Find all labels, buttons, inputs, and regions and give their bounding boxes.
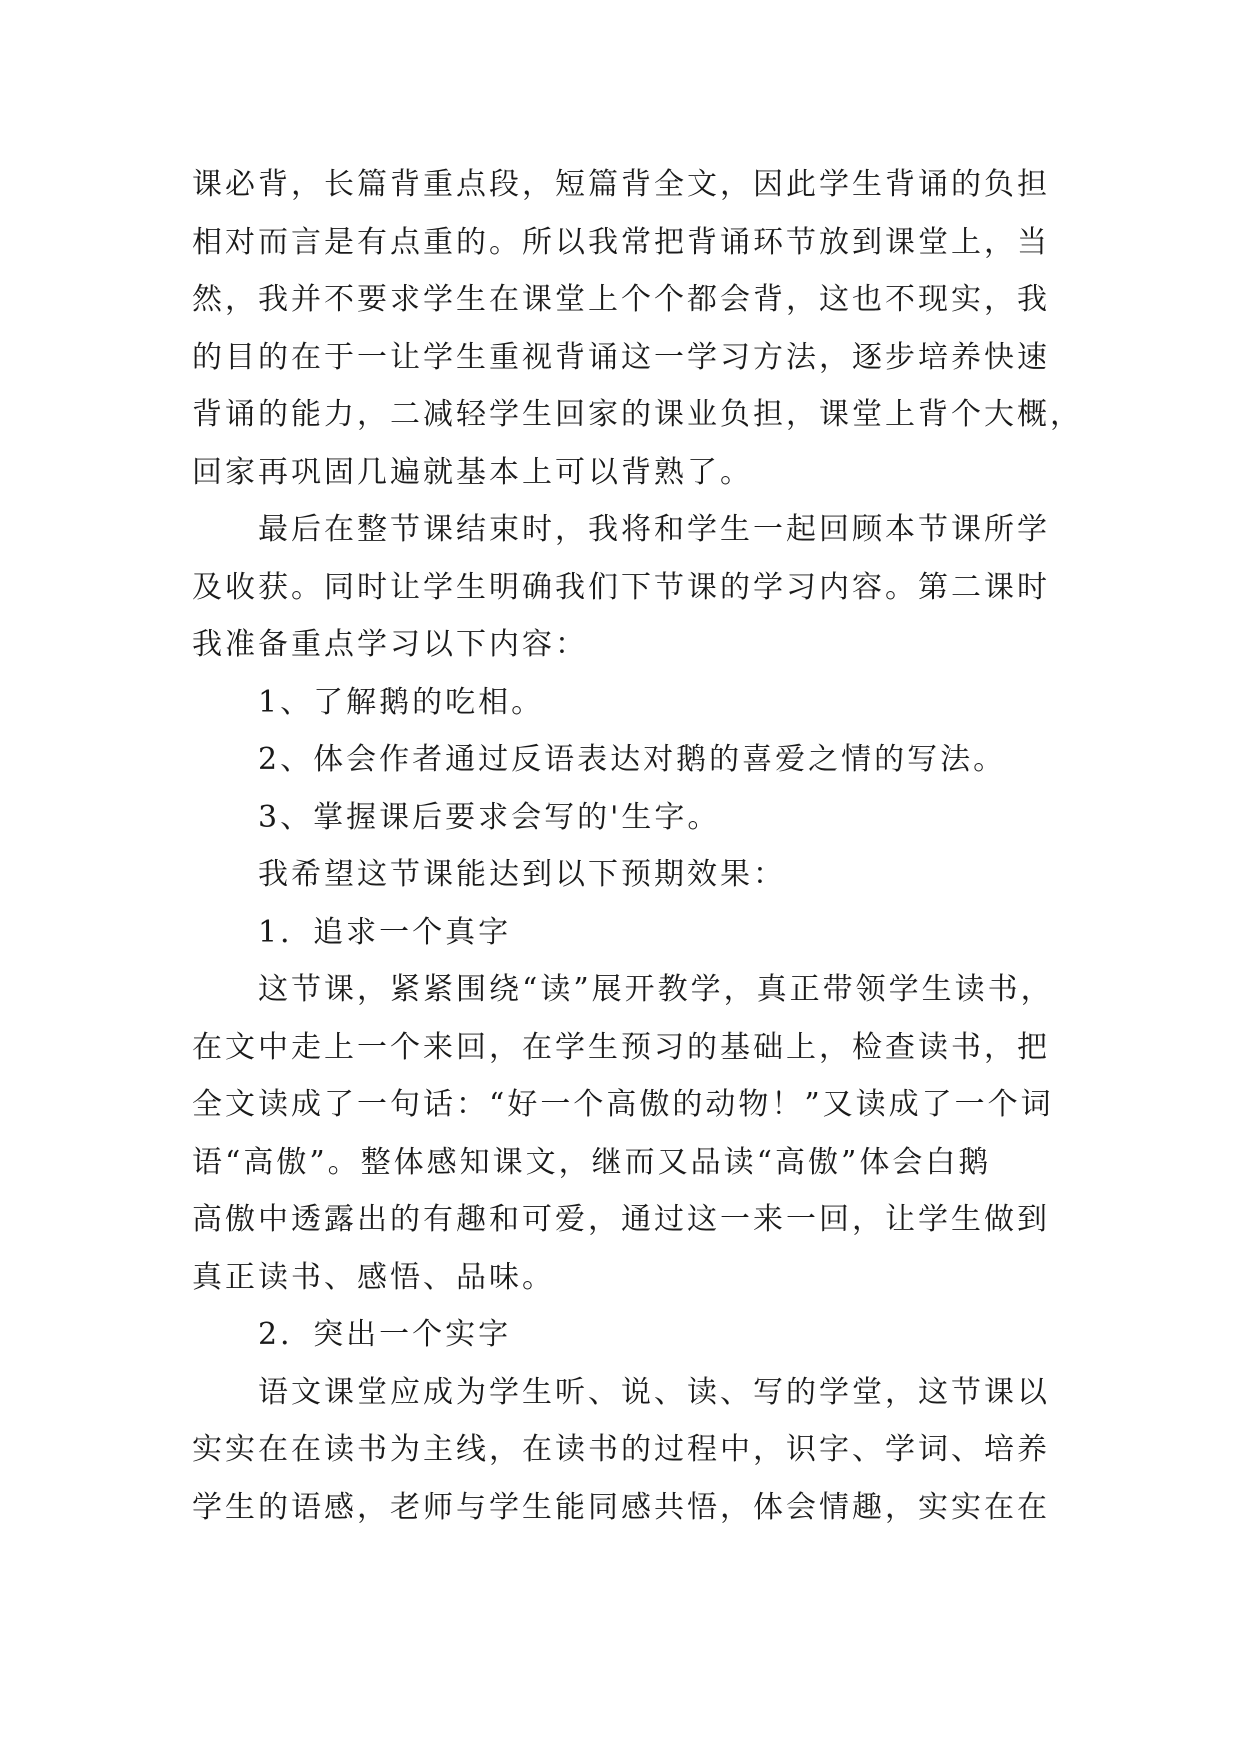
text-line: 学生的语感，老师与学生能同感共悟，体会情趣，实实在在 bbox=[192, 1489, 1050, 1525]
section-heading-1: 1．追求一个真字 bbox=[192, 914, 512, 950]
text-line: 在文中走上一个来回，在学生预习的基础上，检查读书，把 bbox=[192, 1029, 1050, 1065]
section-heading-2: 2．突出一个实字 bbox=[192, 1317, 512, 1352]
text-line: 语“高傲”。整体感知课文，继而又品读“高傲”体会白鹅 bbox=[192, 1144, 992, 1180]
text-line: 及收获。同时让学生明确我们下节课的学习内容。第二课时 bbox=[192, 569, 1050, 605]
paragraph-start-line: 语文课堂应成为学生听、说、读、写的学堂，这节课以 bbox=[192, 1374, 1050, 1410]
text-line: 相对而言是有点重的。所以我常把背诵环节放到课堂上，当 bbox=[192, 224, 1050, 260]
text-line: 课必背，长篇背重点段，短篇背全文，因此学生背诵的负担 bbox=[192, 167, 1050, 202]
text-line: 全文读成了一句话：“好一个高傲的动物！”又读成了一个词 bbox=[192, 1087, 1054, 1122]
paragraph-start-line: 这节课，紧紧围绕“读”展开教学，真正带领学生读书， bbox=[192, 972, 1054, 1007]
paragraph-start-line: 我希望这节课能达到以下预期效果： bbox=[192, 857, 786, 892]
list-item-2: 2、体会作者通过反语表达对鹅的喜爱之情的写法。 bbox=[192, 742, 1007, 777]
text-line: 真正读书、感悟、品味。 bbox=[192, 1259, 555, 1295]
text-line: 高傲中透露出的有趣和可爱，通过这一来一回，让学生做到 bbox=[192, 1202, 1050, 1237]
list-item-3: 3、掌握课后要求会写的'生字。 bbox=[192, 799, 721, 835]
text-line: 实实在在读书为主线，在读书的过程中，识字、学词、培养 bbox=[192, 1432, 1050, 1467]
list-item-1: 1、了解鹅的吃相。 bbox=[192, 684, 545, 720]
text-line: 回家再巩固几遍就基本上可以背熟了。 bbox=[192, 454, 753, 490]
text-line: 背诵的能力，二减轻学生回家的课业负担，课堂上背个大概， bbox=[192, 397, 1083, 432]
paragraph-start-line: 最后在整节课结束时，我将和学生一起回顾本节课所学 bbox=[192, 512, 1050, 547]
text-line: 我准备重点学习以下内容： bbox=[192, 627, 588, 662]
body-text bbox=[192, 156, 1083, 1536]
text-line: 的目的在于一让学生重视背诵这一学习方法，逐步培养快速 bbox=[192, 339, 1050, 375]
text-line: 然，我并不要求学生在课堂上个个都会背，这也不现实，我 bbox=[192, 282, 1050, 317]
